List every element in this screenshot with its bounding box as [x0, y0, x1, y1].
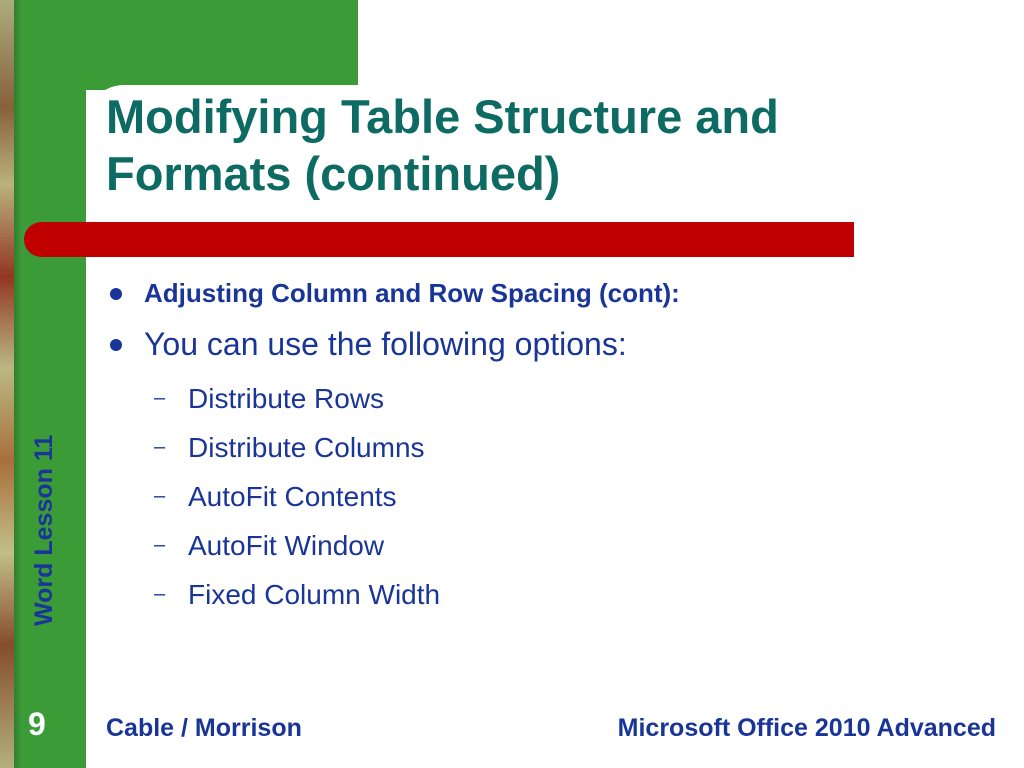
dash-bullet-icon: –: [154, 485, 166, 507]
bullet-item-2: [102, 322, 992, 366]
sub-item-text: AutoFit Contents: [188, 481, 397, 512]
slide-title: Modifying Table Structure and Formats (continued): [106, 90, 779, 200]
sub-item-text: Distribute Rows: [188, 383, 385, 414]
footer-authors: Cable / Morrison: [106, 714, 302, 742]
sub-item-text: Distribute Columns: [188, 432, 425, 463]
sub-item-autofit-contents: [102, 472, 992, 521]
sub-item-distribute-columns: [102, 423, 992, 472]
title-divider-bar: [24, 222, 854, 257]
options-list: [102, 374, 992, 619]
page-number: 9: [28, 706, 46, 742]
sub-item-text: AutoFit Window: [188, 530, 385, 561]
dash-bullet-icon: –: [154, 534, 166, 556]
dash-bullet-icon: –: [154, 436, 166, 458]
bullet-text: You can use the following options:: [144, 326, 627, 362]
bullet-dot-icon: [110, 339, 122, 351]
sidebar-lesson-label: Word Lesson 11: [30, 434, 58, 626]
sub-item-distribute-rows: [102, 374, 992, 423]
dash-bullet-icon: –: [154, 387, 166, 409]
sub-item-autofit-window: [102, 521, 992, 570]
bullet-dot-icon: [110, 288, 122, 300]
dash-bullet-icon: –: [154, 583, 166, 605]
slide-content: [102, 272, 992, 619]
footer-course-title: Microsoft Office 2010 Advanced: [617, 714, 996, 742]
bullet-text: Adjusting Column and Row Spacing (cont):: [144, 278, 680, 308]
sub-item-text: Fixed Column Width: [188, 579, 441, 610]
left-edge-texture: [0, 0, 14, 768]
bullet-item-1: [102, 272, 992, 314]
sub-item-fixed-column-width: [102, 570, 992, 619]
left-edge-shadow: [14, 0, 22, 768]
